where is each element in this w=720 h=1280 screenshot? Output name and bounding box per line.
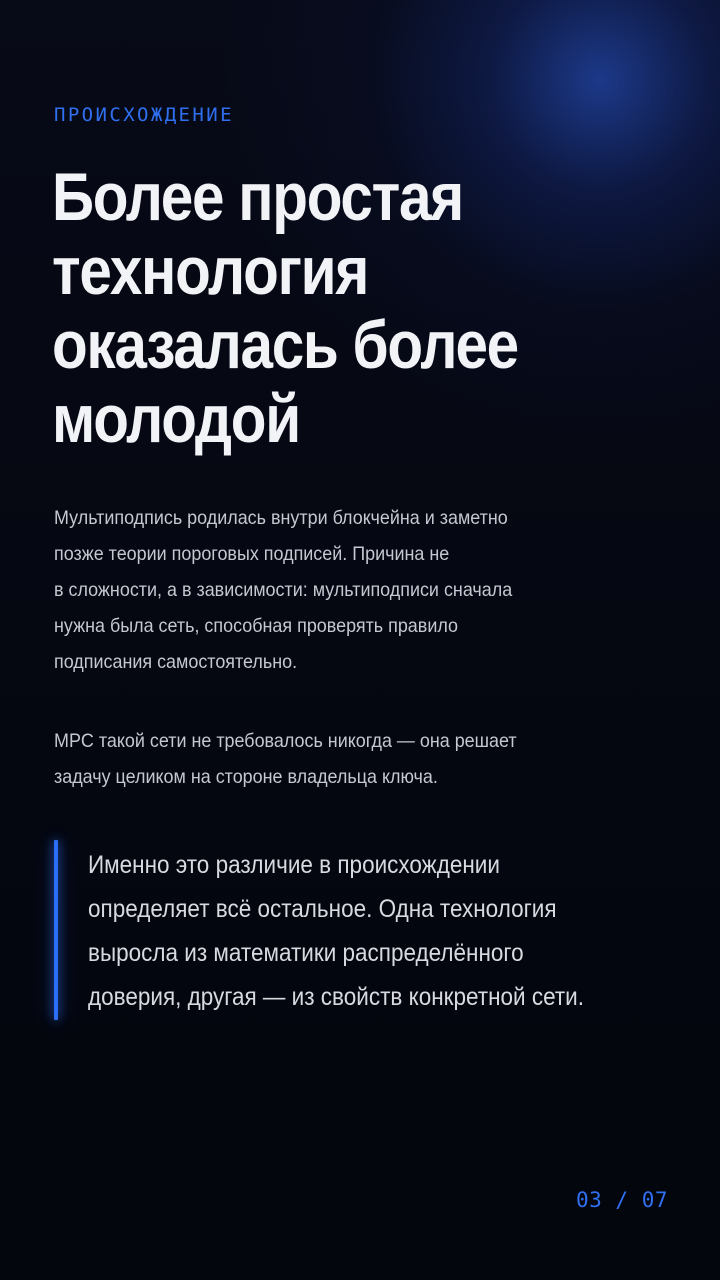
- quote-line: определяет всё остальное. Одна технология: [88, 895, 557, 923]
- page-total: 07: [641, 1188, 668, 1212]
- quote-text: [88, 843, 664, 1019]
- body-paragraph-2: [54, 723, 643, 795]
- paragraph-line: в сложности, а в зависимости: мультиподписи сначала: [54, 579, 513, 601]
- quote-line: Именно это различие в происхождении: [88, 851, 500, 879]
- paragraph-line: подписания самостоятельно.: [54, 651, 298, 673]
- quote-line: выросла из математики распределённого: [88, 939, 524, 967]
- title-line: Более простая: [52, 159, 464, 235]
- paragraph-line: MPC такой сети не требовалось никогда — она решает: [54, 730, 517, 752]
- section-eyebrow: ПРОИСХОЖДЕНИЕ: [54, 104, 234, 126]
- page-indicator: [576, 1188, 668, 1212]
- title-line: оказалась более: [52, 307, 518, 383]
- title-line: технология: [52, 233, 369, 309]
- pull-quote: [54, 840, 704, 1020]
- title-line: молодой: [52, 381, 300, 457]
- paragraph-line: задачу целиком на стороне владельца ключа.: [54, 766, 438, 788]
- quote-line: доверия, другая — из свойств конкретной сети.: [88, 983, 584, 1011]
- quote-accent-bar: [54, 840, 58, 1020]
- paragraph-line: Мультиподпись родилась внутри блокчейна и заметно: [54, 507, 508, 529]
- page-current: 03: [575, 1188, 603, 1212]
- slide-title: [52, 160, 692, 456]
- paragraph-line: позже теории пороговых подписей. Причина не: [54, 543, 450, 565]
- paragraph-line: нужна была сеть, способная проверять правило: [54, 615, 458, 637]
- body-paragraph-1: [54, 500, 643, 680]
- page-separator: /: [615, 1188, 629, 1212]
